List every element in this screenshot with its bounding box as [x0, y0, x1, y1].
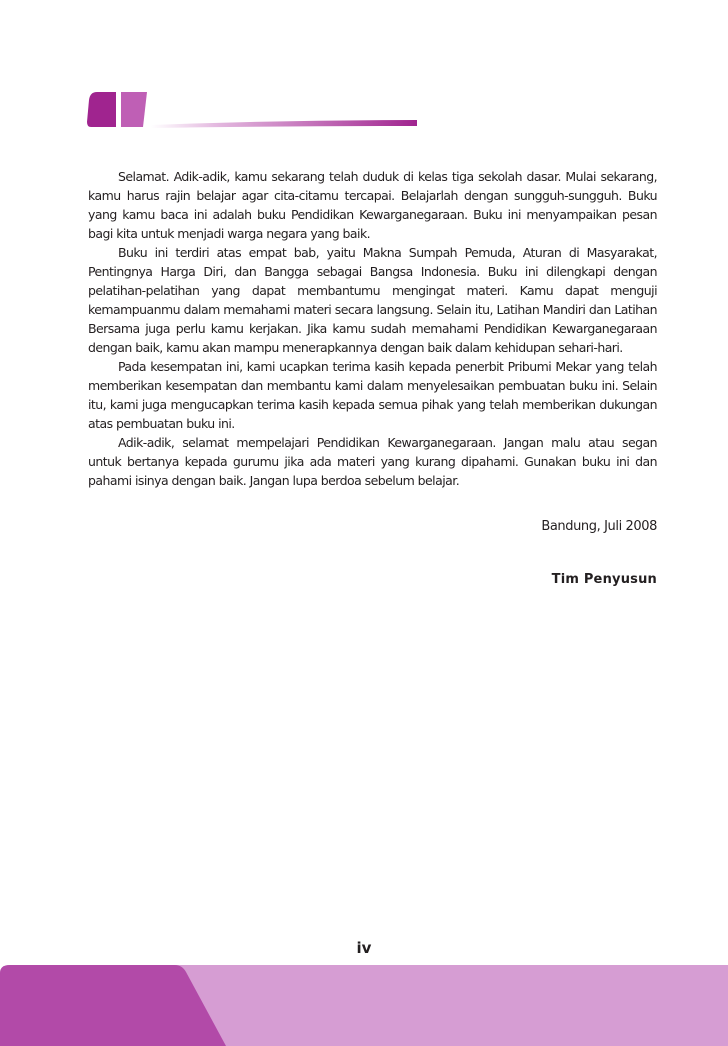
paragraph: Pada kesempatan ini, kami ucapkan terima kasih kepada penerbit Pribumi Mekar yang telah memberikan kesempatan dan membantu kami dalam menyelesaikan pembuatan buku ini. Selain itu, kami juga mengucapkan terima kasih kepada semua pihak yang telah memberikan dukungan atas pembuatan buku ini. [88, 359, 657, 431]
place-date: Bandung, Juli 2008 [541, 519, 657, 534]
paragraph: Buku ini terdiri atas empat bab, yaitu Makna Sumpah Pemuda, Aturan di Masyarakat, Pentingnya Harga Diri, dan Bangga sebagai Bangsa Indonesia. Buku ini dilengkapi dengan pelatihan-pelatihan yang dapat membantumu mengingat materi. Kamu dapat menguji kemampuanmu dalam memahami materi secara langsung. Selain itu, Latihan Mandiri dan Latihan Bersama juga perlu kamu kerjakan. Jika kamu sudah memahami Pendidikan Kewarganegaraan dengan baik, kamu akan mampu menerapkannya dengan baik dalam kehidupan sehari-hari. [88, 245, 657, 355]
paragraph: Selamat. Adik-adik, kamu sekarang telah duduk di kelas tiga sekolah dasar. Mulai sekarang, kamu harus rajin belajar agar cita-citamu tercapai. Belajarlah dengan sungguh-sungguh. Buku yang kamu baca ini adalah buku Pendidikan Kewarganegaraan. Buku ini menyampaikan pesan bagi kita untuk menjadi warga negara yang baik. [88, 169, 657, 241]
author-signature: Tim Penyusun [551, 572, 657, 587]
preface-body [88, 167, 657, 490]
header-line [151, 120, 417, 128]
footer-decoration [0, 965, 728, 1046]
header-block-light [121, 92, 147, 127]
header-block-dark [87, 92, 116, 127]
header-decoration [85, 92, 425, 132]
page-number: iv [356, 939, 372, 957]
paragraph: Adik-adik, selamat mempelajari Pendidikan Kewarganegaraan. Jangan malu atau segan untuk bertanya kepada gurumu jika ada materi yang kurang dipahami. Gunakan buku ini dan pahami isinya dengan baik. Jangan lupa berdoa sebelum belajar. [88, 435, 657, 488]
